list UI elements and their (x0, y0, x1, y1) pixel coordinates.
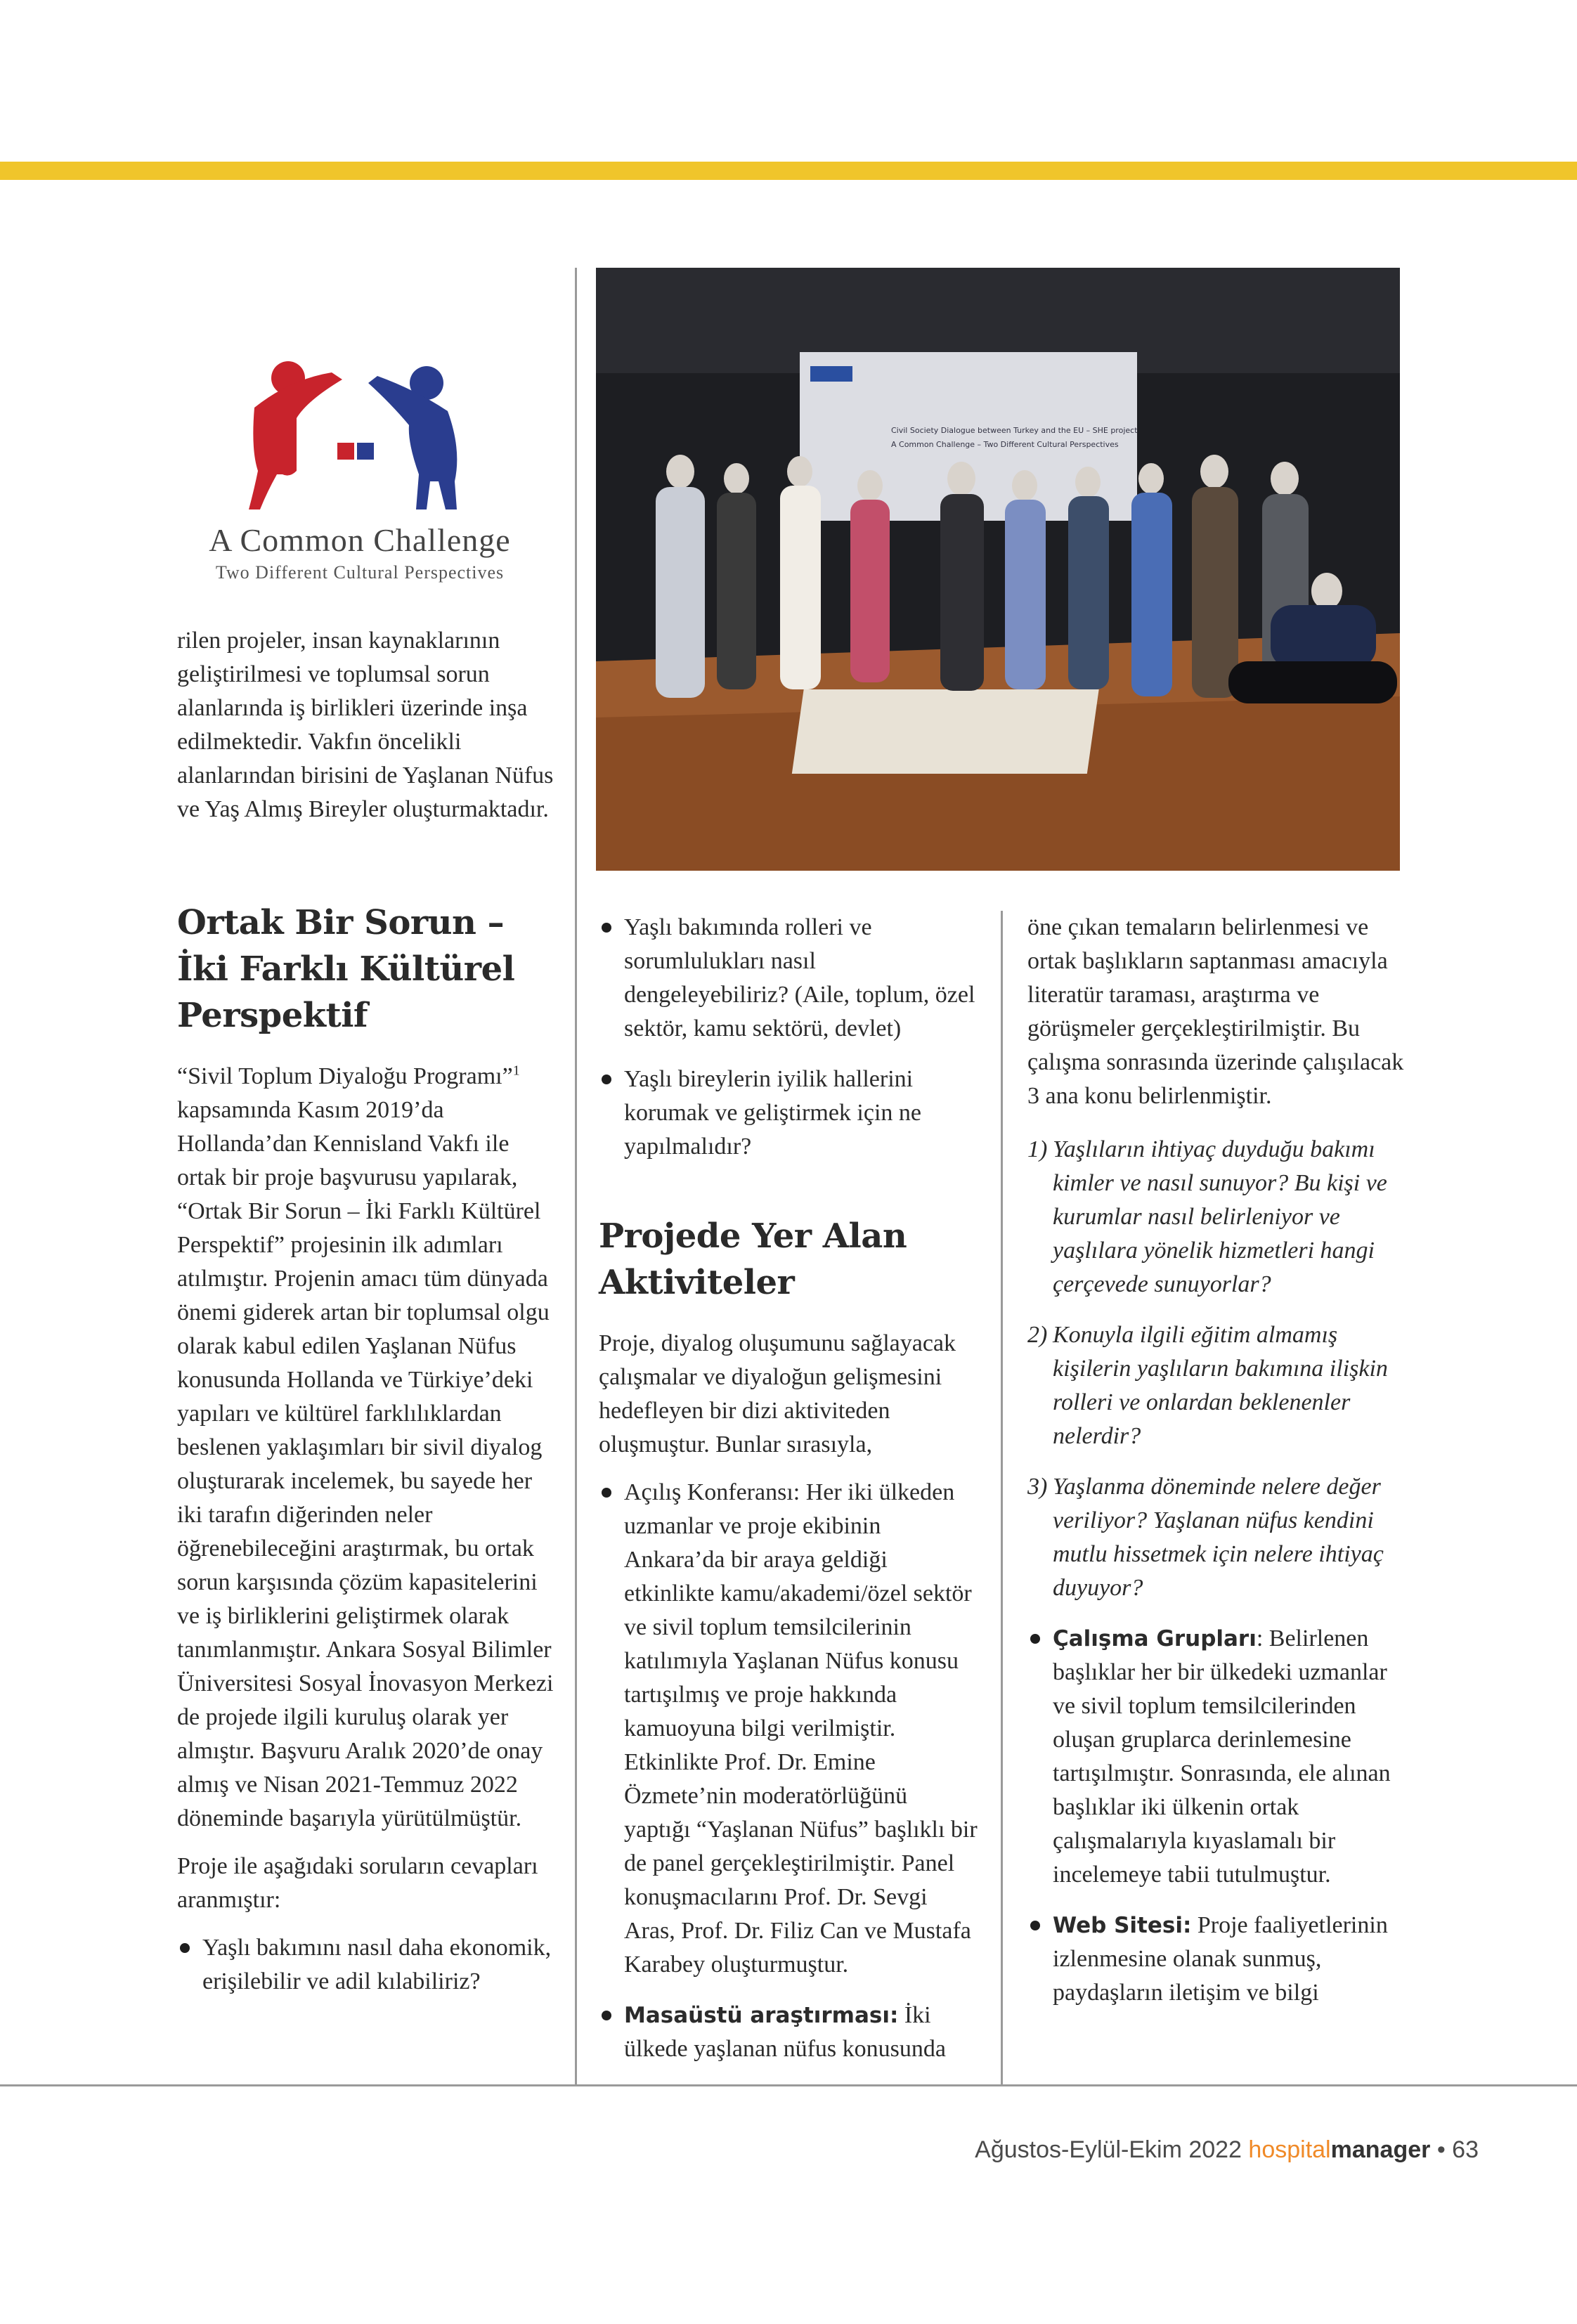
item-number: 1) (1027, 1136, 1048, 1162)
list-item (599, 1999, 978, 2066)
page-number: 63 (1452, 2136, 1479, 2163)
heading-line: Ortak Bir Sorun – (177, 903, 505, 942)
heading-line: Perspektif (177, 996, 368, 1035)
list-item (1027, 1470, 1410, 1605)
issue-date: Ağustos-Eylül-Ekim 2022 (975, 2136, 1242, 2163)
list-item: Açılış Konferansı: Her iki ülkeden uzmanlar ve proje ekibinin Ankara’da bir araya geldiği etkinlikte kamu/akademi/özel sektör ve sivil toplum temsilcilerinin katılımıyla Yaşlanan Nüfus konusu tartışılmış ve proje hakkında kamuoyuna bilgi verilmiştir. Etkinlikte Prof. Dr. Emine Özmete’nin moderatörlüğünü yaptığı “Yaşlanan Nüfus” başlıklı bir de panel gerçekleştirilmiştir. Panel konuşmacılarını Prof. Dr. Sevgi Aras, Prof. Dr. Filiz Can ve Mustafa Karabey oluşturmuştur. (599, 1476, 978, 1982)
brand-manager: manager (1330, 2136, 1431, 2163)
topic-list (1027, 1133, 1410, 1605)
list-item (1027, 1133, 1410, 1301)
list-item (1027, 1622, 1410, 1892)
activity-list (599, 1476, 978, 2066)
item-text: Proje faaliyetlerinin izlenmesine olanak sunmuş, paydaşların iletişim ve bilgi (1053, 1912, 1388, 2006)
list-item: Yaşlı bireylerin iyilik hallerini korumak ve geliştirmek için ne yapılmalıdır? (599, 1063, 978, 1164)
brand-hospital: hospital (1248, 2136, 1331, 2163)
question-list-continued (599, 911, 978, 1164)
body-paragraph: Proje ile aşağıdaki soruların cevapları aranmıştır: (177, 1853, 538, 1913)
text-span: kapsamında Kasım 2019’da Hollanda’dan Kennisland Vakfı ile ortak bir proje başvurusu yapılarak, “Ortak Bir Sorun – İki Farklı Kültürel Perspektif” projesinin ilk adımları atılmıştır. Projenin amacı tüm dünyada önemi giderek artan bir toplumsal olgu olarak kabul edilen Yaşlanan Nüfus konusunda Hollanda ve Türkiye’deki yapıları ve kültürel farklılıklardan beslenen yaklaşımları bir sivil diyalog oluşturarak incelemek, bu sayede her iki tarafın diğerinden neler öğrenebileceğini araştırmak, bu ortak sorun karşısında çözüm kapasitelerini ve iş birliklerini geliştirmek olarak tanımlanmıştır. Ankara Sosyal Bilimler Üniversitesi Sosyal İnovasyon Merkezi de projede ilgili kuruluş olarak yer almıştır. Başvuru Aralık 2020’de onay almış ve Nisan 2021-Temmuz 2022 döneminde başarıyla yürütülmüştür. (177, 1097, 554, 1831)
page-footer (975, 2136, 1479, 2164)
group-photo (596, 268, 1400, 871)
photo-banner-line1: Civil Society Dialogue between Turkey and the EU – SHE project (891, 426, 1138, 435)
item-text: : Belirlenen başlıklar her bir ülkedeki uzmanlar ve sivil toplum temsilcilerinden oluşan gruplarca derinlemesine tartışılmıştır. Sonrasında, ele alınan başlıklar iki ülkenin ortak çalışmalarıyla kıyaslamalı bir incelemeye tabii tutulmuştur. (1053, 1625, 1391, 1888)
column-divider-1 (575, 268, 577, 2084)
section-heading-ortak-bir-sorun (177, 900, 557, 1039)
body-paragraph: Proje, diyalog oluşumunu sağlayacak çalışmalar ve diyaloğun gelişmesini hedefleyen bir dizi aktiviteden oluşmuştur. Bunlar sırasıyla, (599, 1330, 956, 1458)
footer-divider (0, 2084, 1577, 2086)
text-span: “Sivil Toplum Diyaloğu Programı” (177, 1063, 513, 1089)
footer-separator: • (1436, 2136, 1446, 2163)
section-heading-aktiviteler (599, 1213, 978, 1306)
body-paragraph (177, 1060, 557, 1836)
item-number: 3) (1027, 1474, 1048, 1500)
item-text: İki ülkede yaşlanan nüfus konusunda (624, 2002, 946, 2062)
heading-line: Projede Yer Alan (599, 1216, 907, 1256)
item-number: 2) (1027, 1322, 1048, 1348)
question-list (177, 1931, 557, 1999)
item-lead: Çalışma Grupları (1053, 1626, 1257, 1651)
footnote-marker: 1 (512, 1063, 520, 1079)
item-lead: Web Sitesi: (1053, 1913, 1192, 1938)
logo-title: A Common Challenge (209, 522, 511, 558)
activity-list-continued (1027, 1622, 1410, 2010)
column-3 (1027, 911, 1410, 2027)
heading-line: Aktiviteler (599, 1263, 795, 1302)
photo-banner-line2: A Common Challenge – Two Different Cultural Perspectives (891, 440, 1119, 449)
logo-subtitle: Two Different Cultural Perspectives (215, 562, 505, 583)
list-item (1027, 1909, 1410, 2010)
column-divider-2 (1001, 911, 1003, 2084)
header-accent-bar (0, 162, 1577, 180)
item-text: Yaşlanma döneminde nelere değer veriliyor? Yaşlanan nüfus kendini mutlu hissetmek için nelere ihtiyaç duyuyor? (1053, 1474, 1384, 1601)
list-item: Yaşlı bakımını nasıl daha ekonomik, erişilebilir ve adil kılabiliriz? (177, 1931, 557, 1999)
column-1-intro (177, 624, 557, 840)
column-1 (177, 900, 557, 2015)
heading-line: İki Farklı Kültürel (177, 949, 515, 989)
intro-paragraph: rilen projeler, insan kaynaklarının geliştirilmesi ve toplumsal sorun alanlarında iş birlikleri üzerinde inşa edilmektedir. Vakfın öncelikli alanlarından birisini de Yaşlanan Nüfus ve Yaş Almış Bireyler oluşturmaktadır. (177, 628, 554, 822)
item-lead: Masaüstü araştırması: (624, 2003, 899, 2028)
list-item (1027, 1318, 1410, 1453)
column-2 (599, 911, 978, 2083)
item-text: Yaşlıların ihtiyaç duyduğu bakımı kimler ve nasıl sunuyor? Bu kişi ve kurumlar nasıl belirleniyor ve yaşlılara yönelik hizmetleri hangi çerçevede sunuyorlar? (1053, 1136, 1387, 1297)
list-item: Yaşlı bakımında rolleri ve sorumlulukları nasıl dengeleyebiliriz? (Aile, toplum, özel sektör, kamu sektörü, devlet) (599, 911, 978, 1046)
body-paragraph: öne çıkan temaların belirlenmesi ve ortak başlıkların saptanması amacıyla literatür taraması, araştırma ve görüşmeler gerçekleştirilmiştir. Bu çalışma sonrasında üzerinde çalışılacak 3 ana konu belirlenmiştir. (1027, 914, 1404, 1109)
item-text: Konuyla ilgili eğitim almamış kişilerin yaşlıların bakımına ilişkin rolleri ve onlardan beklenenler nelerdir? (1053, 1322, 1388, 1449)
